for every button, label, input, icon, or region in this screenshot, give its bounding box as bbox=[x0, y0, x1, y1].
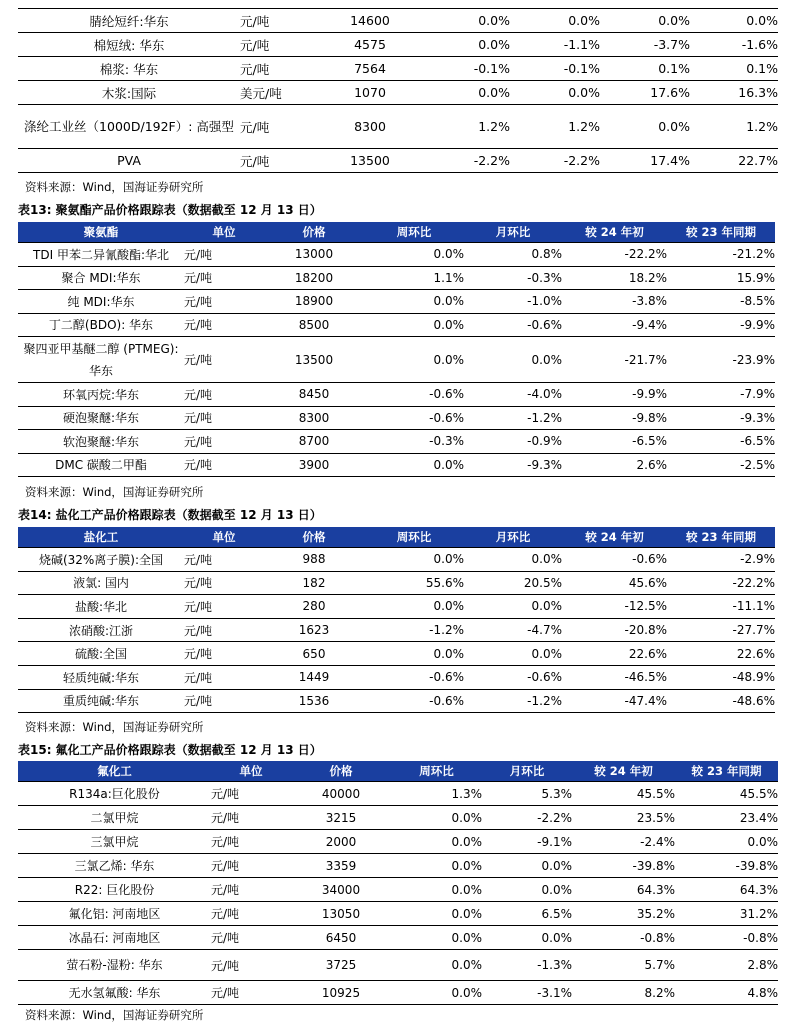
month-change-cell: -0.9% bbox=[464, 430, 562, 454]
ytd-change-cell: -9.8% bbox=[562, 406, 667, 430]
table-row bbox=[18, 642, 775, 666]
table-row bbox=[18, 595, 775, 619]
name-cell: DMC 碳酸二甲酯 bbox=[18, 453, 184, 477]
week-change-cell: 0.0% bbox=[391, 950, 482, 981]
month-change-cell: 0.0% bbox=[464, 595, 562, 619]
week-change-cell: 0.0% bbox=[364, 453, 464, 477]
source-note-3: 资料来源：Wind，国海证券研究所 bbox=[25, 720, 204, 734]
ytd-change-cell: -21.7% bbox=[562, 337, 667, 383]
column-header: 较 24 年初 bbox=[572, 761, 675, 782]
ytd-change-cell: -3.7% bbox=[600, 33, 690, 57]
yoy-change-cell: 0.0% bbox=[690, 9, 778, 33]
column-header: 周环比 bbox=[364, 527, 464, 548]
table-row bbox=[18, 665, 775, 689]
week-change-cell: -2.2% bbox=[420, 149, 510, 173]
table13-caption: 表13: 聚氨酯产品价格跟踪表（数据截至 12 月 13 日） bbox=[18, 203, 322, 217]
week-change-cell: -0.1% bbox=[420, 57, 510, 81]
ytd-change-cell: -9.9% bbox=[562, 383, 667, 407]
column-header: 较 24 年初 bbox=[562, 222, 667, 243]
price-cell: 1536 bbox=[264, 689, 364, 713]
week-change-cell: 0.0% bbox=[420, 9, 510, 33]
month-change-cell: -0.6% bbox=[464, 665, 562, 689]
ytd-change-cell: -22.2% bbox=[562, 243, 667, 267]
column-header: 月环比 bbox=[464, 222, 562, 243]
month-change-cell: -4.7% bbox=[464, 618, 562, 642]
price-cell: 6450 bbox=[291, 926, 391, 950]
price-cell: 34000 bbox=[291, 878, 391, 902]
yoy-change-cell: -7.9% bbox=[667, 383, 775, 407]
column-header: 月环比 bbox=[482, 761, 572, 782]
name-cell: 木浆:国际 bbox=[18, 81, 240, 105]
name-cell: 萤石粉-湿粉: 华东 bbox=[18, 950, 211, 981]
yoy-change-cell: 0.1% bbox=[690, 57, 778, 81]
week-change-cell: 0.0% bbox=[391, 806, 482, 830]
unit-cell: 元/吨 bbox=[184, 383, 264, 407]
yoy-change-cell: 31.2% bbox=[675, 902, 778, 926]
month-change-cell: -1.3% bbox=[482, 950, 572, 981]
name-cell: 涤纶工业丝（1000D/192F）: 高强型 bbox=[18, 105, 240, 149]
unit-cell: 元/吨 bbox=[184, 642, 264, 666]
unit-cell: 元/吨 bbox=[240, 105, 320, 149]
price-cell: 8700 bbox=[264, 430, 364, 454]
month-change-cell: -0.1% bbox=[510, 57, 600, 81]
ytd-change-cell: 0.1% bbox=[600, 57, 690, 81]
name-cell: 浓硝酸:江浙 bbox=[18, 618, 184, 642]
source-note-4: 资料来源：Wind，国海证券研究所 bbox=[25, 1008, 204, 1022]
column-header: 价格 bbox=[291, 761, 391, 782]
week-change-cell: 1.3% bbox=[391, 782, 482, 806]
column-header: 单位 bbox=[184, 527, 264, 548]
table-row bbox=[18, 406, 775, 430]
yoy-change-cell: -2.5% bbox=[667, 453, 775, 477]
week-change-cell: 0.0% bbox=[364, 337, 464, 383]
table-row bbox=[18, 149, 778, 173]
ytd-change-cell: -9.4% bbox=[562, 313, 667, 337]
table-row bbox=[18, 618, 775, 642]
price-cell: 8300 bbox=[320, 105, 420, 149]
unit-cell: 元/吨 bbox=[184, 337, 264, 383]
unit-cell: 元/吨 bbox=[211, 902, 291, 926]
week-change-cell: 0.0% bbox=[364, 290, 464, 314]
column-header: 月环比 bbox=[464, 527, 562, 548]
week-change-cell: 0.0% bbox=[364, 313, 464, 337]
unit-cell: 元/吨 bbox=[240, 33, 320, 57]
unit-cell: 元/吨 bbox=[184, 453, 264, 477]
table-row bbox=[18, 854, 778, 878]
table-row bbox=[18, 782, 778, 806]
week-change-cell: 1.1% bbox=[364, 266, 464, 290]
column-header: 价格 bbox=[264, 222, 364, 243]
price-cell: 14600 bbox=[320, 9, 420, 33]
week-change-cell: 0.0% bbox=[391, 981, 482, 1005]
table-row bbox=[18, 57, 778, 81]
ytd-change-cell: -6.5% bbox=[562, 430, 667, 454]
price-cell: 3725 bbox=[291, 950, 391, 981]
column-header: 较 23 年同期 bbox=[675, 761, 778, 782]
yoy-change-cell: -2.9% bbox=[667, 548, 775, 572]
table-row bbox=[18, 383, 775, 407]
month-change-cell: 0.0% bbox=[464, 548, 562, 572]
week-change-cell: -0.3% bbox=[364, 430, 464, 454]
month-change-cell: -2.2% bbox=[510, 149, 600, 173]
name-cell: 无水氢氟酸: 华东 bbox=[18, 981, 211, 1005]
ytd-change-cell: -12.5% bbox=[562, 595, 667, 619]
ytd-change-cell: 5.7% bbox=[572, 950, 675, 981]
price-cell: 13000 bbox=[264, 243, 364, 267]
column-header: 价格 bbox=[264, 527, 364, 548]
month-change-cell: 0.0% bbox=[464, 337, 562, 383]
table-row bbox=[18, 981, 778, 1005]
unit-cell: 元/吨 bbox=[211, 950, 291, 981]
unit-cell: 元/吨 bbox=[184, 430, 264, 454]
month-change-cell: -9.3% bbox=[464, 453, 562, 477]
price-cell: 650 bbox=[264, 642, 364, 666]
unit-cell: 元/吨 bbox=[184, 571, 264, 595]
month-change-cell: -0.3% bbox=[464, 266, 562, 290]
month-change-cell: -1.2% bbox=[464, 689, 562, 713]
month-change-cell: 0.0% bbox=[510, 9, 600, 33]
price-cell: 280 bbox=[264, 595, 364, 619]
table-row bbox=[18, 453, 775, 477]
name-cell: R22: 巨化股份 bbox=[18, 878, 211, 902]
name-cell: TDI 甲苯二异氰酸酯:华北 bbox=[18, 243, 184, 267]
table14-caption: 表14: 盐化工产品价格跟踪表（数据截至 12 月 13 日） bbox=[18, 508, 322, 522]
yoy-change-cell: -27.7% bbox=[667, 618, 775, 642]
ytd-change-cell: 8.2% bbox=[572, 981, 675, 1005]
price-cell: 182 bbox=[264, 571, 364, 595]
yoy-change-cell: -1.6% bbox=[690, 33, 778, 57]
price-cell: 2000 bbox=[291, 830, 391, 854]
yoy-change-cell: 15.9% bbox=[667, 266, 775, 290]
price-cell: 18900 bbox=[264, 290, 364, 314]
ytd-change-cell: 35.2% bbox=[572, 902, 675, 926]
month-change-cell: -1.1% bbox=[510, 33, 600, 57]
price-cell: 988 bbox=[264, 548, 364, 572]
name-cell: 硬泡聚醚:华东 bbox=[18, 406, 184, 430]
ytd-change-cell: 23.5% bbox=[572, 806, 675, 830]
column-header: 较 24 年初 bbox=[562, 527, 667, 548]
table-row bbox=[18, 337, 775, 383]
table15-caption: 表15: 氟化工产品价格跟踪表（数据截至 12 月 13 日） bbox=[18, 743, 322, 757]
name-cell: 聚四亚甲基醚二醇 (PTMEG):华东 bbox=[18, 337, 184, 383]
ytd-change-cell: 22.6% bbox=[562, 642, 667, 666]
yoy-change-cell: 1.2% bbox=[690, 105, 778, 149]
column-header: 盐化工 bbox=[18, 527, 184, 548]
yoy-change-cell: -22.2% bbox=[667, 571, 775, 595]
unit-cell: 元/吨 bbox=[240, 149, 320, 173]
week-change-cell: 55.6% bbox=[364, 571, 464, 595]
table-row bbox=[18, 878, 778, 902]
month-change-cell: 6.5% bbox=[482, 902, 572, 926]
unit-cell: 元/吨 bbox=[211, 806, 291, 830]
price-cell: 8500 bbox=[264, 313, 364, 337]
week-change-cell: 0.0% bbox=[364, 642, 464, 666]
yoy-change-cell: -21.2% bbox=[667, 243, 775, 267]
ytd-change-cell: 18.2% bbox=[562, 266, 667, 290]
unit-cell: 元/吨 bbox=[211, 854, 291, 878]
unit-cell: 元/吨 bbox=[184, 665, 264, 689]
name-cell: 棉短绒: 华东 bbox=[18, 33, 240, 57]
week-change-cell: 0.0% bbox=[391, 902, 482, 926]
ytd-change-cell: -46.5% bbox=[562, 665, 667, 689]
unit-cell: 元/吨 bbox=[211, 830, 291, 854]
yoy-change-cell: 22.6% bbox=[667, 642, 775, 666]
yoy-change-cell: 45.5% bbox=[675, 782, 778, 806]
name-cell: 腈纶短纤:华东 bbox=[18, 9, 240, 33]
ytd-change-cell: -3.8% bbox=[562, 290, 667, 314]
month-change-cell: -4.0% bbox=[464, 383, 562, 407]
week-change-cell: -0.6% bbox=[364, 406, 464, 430]
salt-chemical-price-table bbox=[18, 527, 775, 713]
yoy-change-cell: -0.8% bbox=[675, 926, 778, 950]
table-row bbox=[18, 33, 778, 57]
ytd-change-cell: -2.4% bbox=[572, 830, 675, 854]
month-change-cell: 1.2% bbox=[510, 105, 600, 149]
week-change-cell: -1.2% bbox=[364, 618, 464, 642]
month-change-cell: -1.0% bbox=[464, 290, 562, 314]
price-cell: 8450 bbox=[264, 383, 364, 407]
unit-cell: 元/吨 bbox=[240, 57, 320, 81]
yoy-change-cell: -9.9% bbox=[667, 313, 775, 337]
name-cell: 纯 MDI:华东 bbox=[18, 290, 184, 314]
yoy-change-cell: 0.0% bbox=[675, 830, 778, 854]
week-change-cell: 0.0% bbox=[364, 243, 464, 267]
name-cell: 丁二醇(BDO): 华东 bbox=[18, 313, 184, 337]
unit-cell: 元/吨 bbox=[184, 406, 264, 430]
week-change-cell: 0.0% bbox=[391, 878, 482, 902]
unit-cell: 元/吨 bbox=[240, 9, 320, 33]
ytd-change-cell: -39.8% bbox=[572, 854, 675, 878]
ytd-change-cell: -20.8% bbox=[562, 618, 667, 642]
week-change-cell: 0.0% bbox=[391, 926, 482, 950]
table-row bbox=[18, 926, 778, 950]
name-cell: R134a:巨化股份 bbox=[18, 782, 211, 806]
week-change-cell: -0.6% bbox=[364, 383, 464, 407]
fiber-price-table bbox=[18, 8, 778, 173]
price-cell: 7564 bbox=[320, 57, 420, 81]
week-change-cell: -0.6% bbox=[364, 689, 464, 713]
ytd-change-cell: 64.3% bbox=[572, 878, 675, 902]
yoy-change-cell: -9.3% bbox=[667, 406, 775, 430]
column-header: 单位 bbox=[184, 222, 264, 243]
unit-cell: 元/吨 bbox=[211, 878, 291, 902]
name-cell: PVA bbox=[18, 149, 240, 173]
table-row bbox=[18, 243, 775, 267]
unit-cell: 元/吨 bbox=[184, 618, 264, 642]
name-cell: 烧碱(32%离子膜):全国 bbox=[18, 548, 184, 572]
yoy-change-cell: 22.7% bbox=[690, 149, 778, 173]
column-header: 较 23 年同期 bbox=[667, 222, 775, 243]
unit-cell: 元/吨 bbox=[184, 313, 264, 337]
name-cell: 液氯: 国内 bbox=[18, 571, 184, 595]
name-cell: 轻质纯碱:华东 bbox=[18, 665, 184, 689]
yoy-change-cell: -8.5% bbox=[667, 290, 775, 314]
month-change-cell: -3.1% bbox=[482, 981, 572, 1005]
name-cell: 软泡聚醚:华东 bbox=[18, 430, 184, 454]
yoy-change-cell: -48.9% bbox=[667, 665, 775, 689]
price-cell: 40000 bbox=[291, 782, 391, 806]
yoy-change-cell: 16.3% bbox=[690, 81, 778, 105]
yoy-change-cell: -23.9% bbox=[667, 337, 775, 383]
week-change-cell: 1.2% bbox=[420, 105, 510, 149]
table-row bbox=[18, 9, 778, 33]
ytd-change-cell: 0.0% bbox=[600, 105, 690, 149]
ytd-change-cell: 45.5% bbox=[572, 782, 675, 806]
polyurethane-price-table bbox=[18, 222, 775, 477]
yoy-change-cell: -39.8% bbox=[675, 854, 778, 878]
column-header: 单位 bbox=[211, 761, 291, 782]
column-header: 周环比 bbox=[364, 222, 464, 243]
yoy-change-cell: -6.5% bbox=[667, 430, 775, 454]
unit-cell: 元/吨 bbox=[184, 595, 264, 619]
price-cell: 13050 bbox=[291, 902, 391, 926]
price-cell: 13500 bbox=[320, 149, 420, 173]
ytd-change-cell: -0.6% bbox=[562, 548, 667, 572]
name-cell: 重质纯碱:华东 bbox=[18, 689, 184, 713]
yoy-change-cell: 2.8% bbox=[675, 950, 778, 981]
week-change-cell: 0.0% bbox=[420, 81, 510, 105]
ytd-change-cell: 17.4% bbox=[600, 149, 690, 173]
price-cell: 18200 bbox=[264, 266, 364, 290]
week-change-cell: 0.0% bbox=[391, 830, 482, 854]
price-cell: 13500 bbox=[264, 337, 364, 383]
table-row bbox=[18, 571, 775, 595]
week-change-cell: 0.0% bbox=[420, 33, 510, 57]
ytd-change-cell: 45.6% bbox=[562, 571, 667, 595]
table-row bbox=[18, 105, 778, 149]
unit-cell: 元/吨 bbox=[211, 981, 291, 1005]
table-row bbox=[18, 689, 775, 713]
table-row bbox=[18, 290, 775, 314]
unit-cell: 元/吨 bbox=[184, 243, 264, 267]
month-change-cell: -2.2% bbox=[482, 806, 572, 830]
ytd-change-cell: 0.0% bbox=[600, 9, 690, 33]
yoy-change-cell: 23.4% bbox=[675, 806, 778, 830]
yoy-change-cell: -48.6% bbox=[667, 689, 775, 713]
price-cell: 1623 bbox=[264, 618, 364, 642]
table-row bbox=[18, 950, 778, 981]
week-change-cell: 0.0% bbox=[364, 595, 464, 619]
week-change-cell: 0.0% bbox=[391, 854, 482, 878]
name-cell: 三氯甲烷 bbox=[18, 830, 211, 854]
column-header: 较 23 年同期 bbox=[667, 527, 775, 548]
month-change-cell: 20.5% bbox=[464, 571, 562, 595]
name-cell: 环氧丙烷:华东 bbox=[18, 383, 184, 407]
unit-cell: 元/吨 bbox=[211, 782, 291, 806]
month-change-cell: 0.0% bbox=[482, 854, 572, 878]
unit-cell: 元/吨 bbox=[184, 689, 264, 713]
yoy-change-cell: -11.1% bbox=[667, 595, 775, 619]
month-change-cell: -9.1% bbox=[482, 830, 572, 854]
yoy-change-cell: 64.3% bbox=[675, 878, 778, 902]
name-cell: 三氯乙烯: 华东 bbox=[18, 854, 211, 878]
ytd-change-cell: -0.8% bbox=[572, 926, 675, 950]
table-row bbox=[18, 902, 778, 926]
table-row bbox=[18, 266, 775, 290]
price-cell: 3359 bbox=[291, 854, 391, 878]
ytd-change-cell: -47.4% bbox=[562, 689, 667, 713]
month-change-cell: -0.6% bbox=[464, 313, 562, 337]
name-cell: 冰晶石: 河南地区 bbox=[18, 926, 211, 950]
month-change-cell: 0.8% bbox=[464, 243, 562, 267]
unit-cell: 元/吨 bbox=[184, 290, 264, 314]
unit-cell: 元/吨 bbox=[211, 926, 291, 950]
name-cell: 二氯甲烷 bbox=[18, 806, 211, 830]
table-row bbox=[18, 806, 778, 830]
table-row bbox=[18, 830, 778, 854]
ytd-change-cell: 2.6% bbox=[562, 453, 667, 477]
unit-cell: 元/吨 bbox=[184, 266, 264, 290]
name-cell: 硫酸:全国 bbox=[18, 642, 184, 666]
table-row bbox=[18, 313, 775, 337]
column-header: 聚氨酯 bbox=[18, 222, 184, 243]
price-cell: 1449 bbox=[264, 665, 364, 689]
source-note-1: 资料来源：Wind，国海证券研究所 bbox=[25, 180, 204, 194]
name-cell: 棉浆: 华东 bbox=[18, 57, 240, 81]
price-cell: 3900 bbox=[264, 453, 364, 477]
source-note-2: 资料来源：Wind，国海证券研究所 bbox=[25, 485, 204, 499]
yoy-change-cell: 4.8% bbox=[675, 981, 778, 1005]
name-cell: 盐酸:华北 bbox=[18, 595, 184, 619]
month-change-cell: -1.2% bbox=[464, 406, 562, 430]
price-cell: 8300 bbox=[264, 406, 364, 430]
month-change-cell: 0.0% bbox=[510, 81, 600, 105]
name-cell: 氟化铝: 河南地区 bbox=[18, 902, 211, 926]
table-row bbox=[18, 81, 778, 105]
table-row bbox=[18, 548, 775, 572]
unit-cell: 美元/吨 bbox=[240, 81, 320, 105]
week-change-cell: -0.6% bbox=[364, 665, 464, 689]
price-cell: 3215 bbox=[291, 806, 391, 830]
fluorine-chemical-price-table bbox=[18, 761, 778, 1005]
month-change-cell: 0.0% bbox=[464, 642, 562, 666]
month-change-cell: 5.3% bbox=[482, 782, 572, 806]
week-change-cell: 0.0% bbox=[364, 548, 464, 572]
name-cell: 聚合 MDI:华东 bbox=[18, 266, 184, 290]
month-change-cell: 0.0% bbox=[482, 926, 572, 950]
table-row bbox=[18, 430, 775, 454]
unit-cell: 元/吨 bbox=[184, 548, 264, 572]
price-cell: 4575 bbox=[320, 33, 420, 57]
column-header: 周环比 bbox=[391, 761, 482, 782]
month-change-cell: 0.0% bbox=[482, 878, 572, 902]
price-cell: 1070 bbox=[320, 81, 420, 105]
ytd-change-cell: 17.6% bbox=[600, 81, 690, 105]
price-cell: 10925 bbox=[291, 981, 391, 1005]
column-header: 氟化工 bbox=[18, 761, 211, 782]
